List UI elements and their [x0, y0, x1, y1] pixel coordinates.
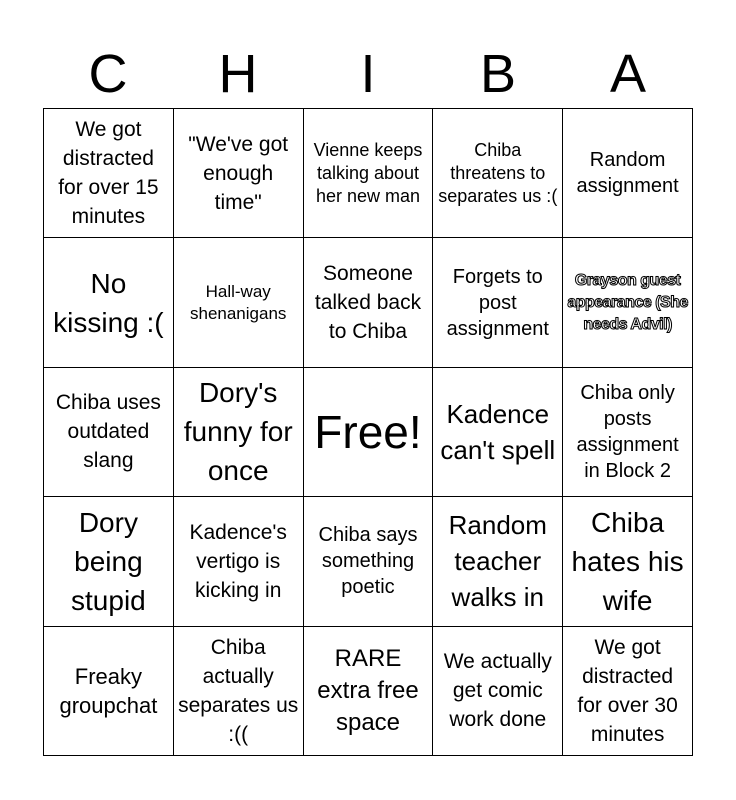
header-letter-c: C	[88, 44, 128, 104]
bingo-cell[interactable]	[304, 497, 434, 626]
cell-text: Random assignment	[576, 149, 679, 198]
bingo-cell[interactable]	[563, 627, 693, 756]
bingo-cell[interactable]	[44, 368, 174, 497]
cell-text: We got distracted for over 30 minutes	[577, 635, 678, 746]
free-space-cell[interactable]	[304, 368, 434, 497]
cell-text: Forgets to post assignment	[446, 265, 549, 340]
bingo-cell[interactable]	[174, 627, 304, 756]
bingo-header	[43, 40, 693, 108]
cell-text: Grayson guest appearance (She needs Advil)	[567, 271, 688, 333]
bingo-cell[interactable]	[563, 497, 693, 626]
cell-text: Chiba hates his wife	[571, 506, 684, 616]
bingo-cell[interactable]	[44, 627, 174, 756]
bingo-cell[interactable]	[433, 497, 563, 626]
bingo-cell[interactable]	[174, 109, 304, 238]
bingo-cell[interactable]	[44, 238, 174, 367]
bingo-cell[interactable]	[174, 368, 304, 497]
bingo-cell[interactable]	[433, 238, 563, 367]
cell-text: No kissing :(	[53, 267, 164, 338]
cell-text: "We've got enough time"	[188, 132, 289, 214]
cell-text: We got distracted for over 15 minutes	[58, 118, 159, 229]
cell-text: Someone talked back to Chiba	[314, 262, 422, 344]
cell-text: Chiba says something poetic	[318, 524, 418, 599]
cell-text: Kadence's vertigo is kicking in	[189, 520, 287, 602]
cell-text: Vienne keeps talking about her new man	[313, 139, 423, 206]
bingo-cell[interactable]	[44, 109, 174, 238]
bingo-cell[interactable]	[433, 109, 563, 238]
cell-text: RARE extra free space	[317, 644, 419, 736]
header-letter-h: H	[218, 44, 258, 104]
header-letter-b: B	[479, 44, 517, 104]
bingo-cell[interactable]	[174, 497, 304, 626]
bingo-board	[43, 108, 693, 756]
bingo-cell[interactable]	[304, 627, 434, 756]
cell-text: We actually get comic work done	[443, 650, 552, 732]
free-space-text: Free!	[314, 405, 422, 458]
header-letter-a: A	[609, 44, 647, 104]
bingo-cell[interactable]	[304, 238, 434, 367]
cell-text: Chiba actually separates us :((	[178, 635, 299, 746]
bingo-cell[interactable]	[174, 238, 304, 367]
cell-text: Chiba only posts assignment in Block 2	[576, 381, 679, 482]
cell-text: Random teacher walks in	[448, 510, 547, 613]
header-letter-i: I	[360, 44, 376, 104]
bingo-cell[interactable]	[304, 109, 434, 238]
cell-text: Dory being stupid	[71, 506, 146, 616]
bingo-cell[interactable]	[563, 238, 693, 367]
bingo-cell[interactable]	[433, 368, 563, 497]
bingo-cell[interactable]	[433, 627, 563, 756]
cell-text: Kadence can't spell	[440, 398, 556, 465]
bingo-cell[interactable]	[44, 497, 174, 626]
cell-text: Freaky groupchat	[59, 663, 158, 718]
bingo-cell[interactable]	[563, 368, 693, 497]
cell-text: Hall-way shenanigans	[189, 281, 287, 323]
cell-text: Dory's funny for once	[183, 377, 293, 487]
cell-text: Chiba threatens to separates us :(	[438, 139, 558, 206]
bingo-cell[interactable]	[563, 109, 693, 238]
cell-text: Chiba uses outdated slang	[55, 391, 161, 473]
